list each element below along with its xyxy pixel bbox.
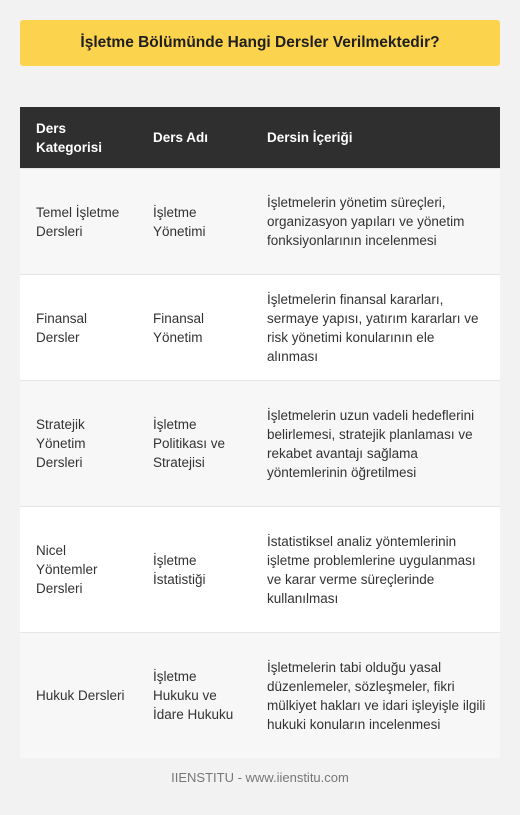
- table-row: [20, 381, 500, 507]
- row-course-content: İşletmelerin finansal kararları, sermaye yapısı, yatırım kararları ve risk yönetimi konularının ele alınması: [267, 291, 479, 364]
- row-course-name: İşletme Yönetimi: [153, 204, 206, 239]
- row-course-content: İşletmelerin yönetim süreçleri, organizasyon yapıları ve yönetim fonksiyonlarının incelenmesi: [267, 195, 465, 248]
- page-title: İşletme Bölümünde Hangi Dersler Verilmektedir?: [20, 20, 500, 66]
- row-course-name: Finansal Yönetim: [153, 310, 205, 345]
- row-category: Stratejik Yönetim Dersleri: [36, 417, 86, 470]
- header-category: Ders Kategorisi: [36, 120, 103, 155]
- header-course-name: Ders Adı: [153, 130, 209, 145]
- footer-credit: IIENSTITU - www.iienstitu.com: [171, 770, 349, 785]
- table-row: [20, 507, 500, 633]
- table-row: [20, 275, 500, 381]
- row-course-content: İşletmelerin tabi olduğu yasal düzenlemeler, sözleşmeler, fikri mülkiyet hakları ve idari işleyişle ilgili hukuki konuların incelenmesi: [267, 659, 486, 732]
- header-course-content: Dersin İçeriği: [267, 130, 353, 145]
- table-row: [20, 169, 500, 275]
- row-course-name: İşletme Hukuku ve İdare Hukuku: [153, 669, 234, 722]
- row-category: Finansal Dersler: [36, 310, 88, 345]
- table-row: [20, 633, 500, 758]
- row-course-content: İstatistiksel analiz yöntemlerinin işletme problemlerine uygulanması ve karar verme süreçlerinde kullanılması: [267, 533, 476, 606]
- row-course-name: İşletme İstatistiği: [153, 552, 206, 587]
- row-course-name: İşletme Politikası ve Stratejisi: [153, 417, 226, 470]
- courses-table: [20, 107, 500, 758]
- row-category: Temel İşletme Dersleri: [36, 204, 120, 239]
- table-header-row: [20, 107, 500, 169]
- row-course-content: İşletmelerin uzun vadeli hedeflerini belirlemesi, stratejik planlaması ve rekabet avantajı sağlama yöntemlerinin öğretilmesi: [267, 407, 475, 480]
- row-category: Hukuk Dersleri: [36, 688, 125, 703]
- row-category: Nicel Yöntemler Dersleri: [36, 543, 98, 596]
